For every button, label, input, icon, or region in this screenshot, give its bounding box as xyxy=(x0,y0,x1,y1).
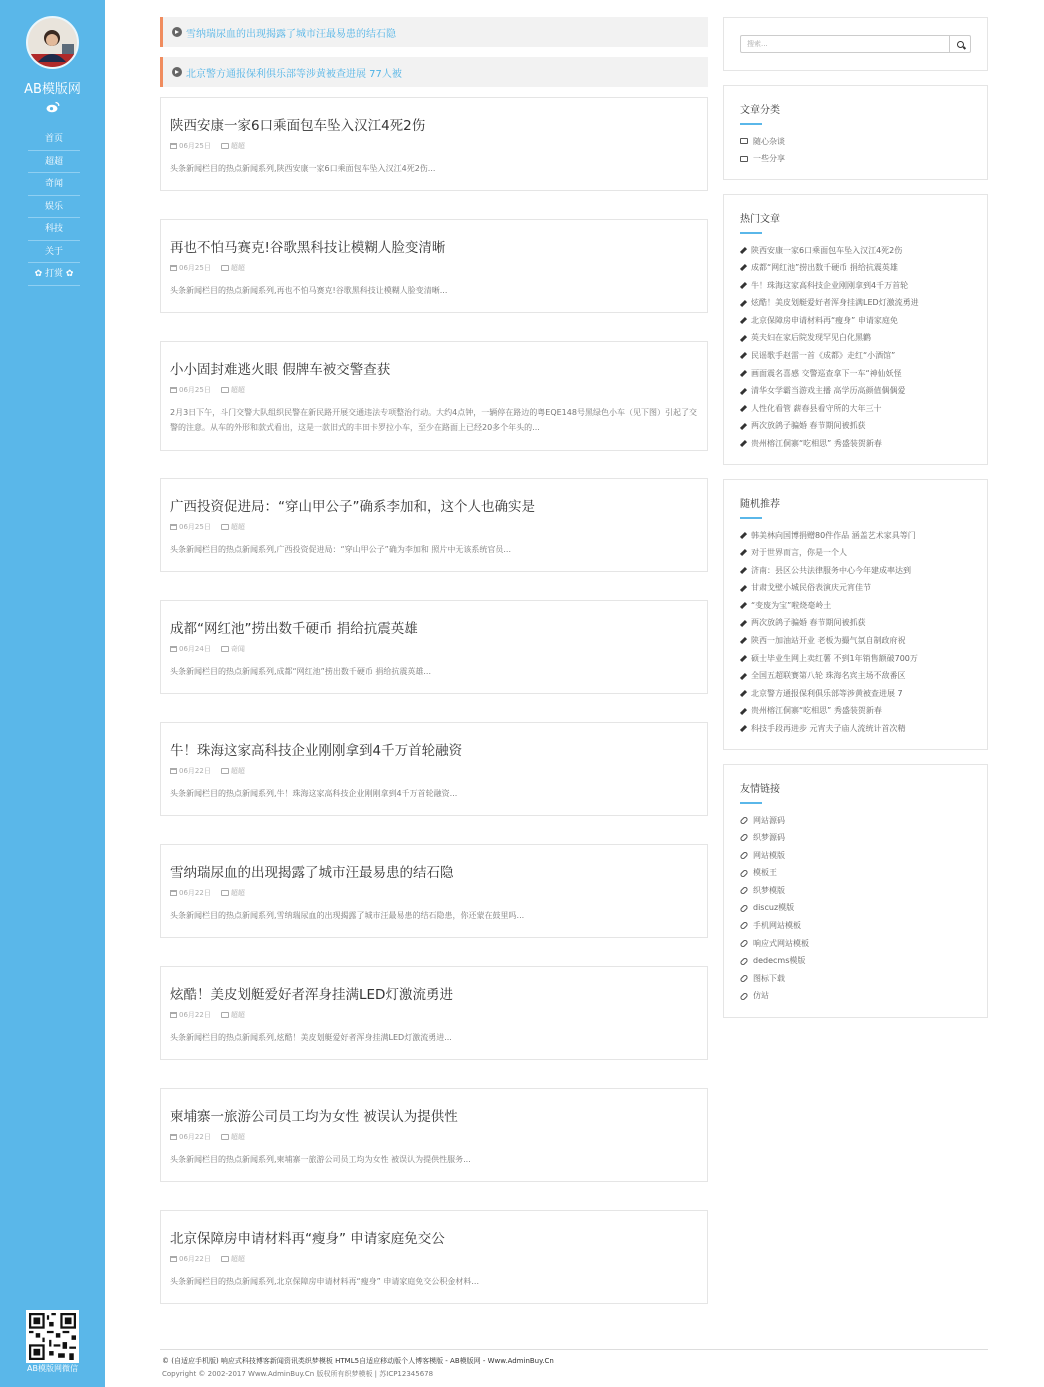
link-item[interactable] xyxy=(740,812,971,830)
pencil-icon xyxy=(740,352,747,359)
article-date: 06月25日 xyxy=(179,264,211,272)
avatar[interactable] xyxy=(26,16,79,69)
site-name[interactable]: AB模版网 xyxy=(24,82,81,97)
left-sidebar xyxy=(0,0,105,1387)
link-label: 手机网站模板 xyxy=(753,921,801,931)
article-category[interactable]: 超超 xyxy=(230,1133,245,1141)
link-icon xyxy=(740,833,749,842)
random-item-label: 贵州榕江侗寨“吃相思” 秀盛装贺新春 xyxy=(751,706,882,716)
link-icon xyxy=(740,939,749,948)
calendar-icon xyxy=(170,768,177,774)
pencil-icon xyxy=(740,282,747,289)
hot-item[interactable] xyxy=(740,277,971,295)
random-item-label: “变废为宝”啦烧毫岭土 xyxy=(751,600,832,610)
title-underline xyxy=(740,517,762,519)
hot-item-label: 成都“网红池”捞出数千硬币 捐给抗震英雄 xyxy=(751,263,898,273)
link-icon xyxy=(740,904,749,913)
link-item[interactable] xyxy=(740,970,971,988)
article-meta xyxy=(170,1132,698,1142)
article-meta xyxy=(170,766,698,776)
article-title[interactable]: 雪纳瑞尿血的出现揭露了城市汪最易患的结石隐 xyxy=(170,865,454,881)
nav-entertainment[interactable]: 娱乐 xyxy=(28,196,80,219)
pencil-icon xyxy=(740,335,747,342)
article-title[interactable]: 北京保障房申请材料再“瘦身” 申请家庭免交公 xyxy=(170,1231,445,1247)
article-summary: 头条新闻栏目的热点新闻系列,炫酷！美皮划艇爱好者浑身挂满LED灯激流勇进... xyxy=(170,1033,452,1042)
search-widget xyxy=(723,17,988,71)
footer-description: © (自适应手机版) 响应式科技博客新闻资讯类织梦模板 HTML5自适应移动版个人博客模版 - AB模版网 - Www.AdminBuy.Cn xyxy=(162,1357,554,1365)
article-date: 06月24日 xyxy=(179,645,211,653)
random-item[interactable] xyxy=(740,544,971,562)
pencil-icon xyxy=(740,532,747,539)
pencil-icon xyxy=(740,370,747,377)
nav-home[interactable]: 首页 xyxy=(28,128,80,151)
qr-code xyxy=(26,1310,79,1363)
article-meta xyxy=(170,522,698,532)
link-icon xyxy=(740,886,749,895)
article-title[interactable]: 小小固封难逃火眼 假牌车被交警查获 xyxy=(170,362,391,378)
pencil-icon xyxy=(740,690,747,697)
pencil-icon xyxy=(740,549,747,556)
folder-icon xyxy=(221,143,229,149)
folder-icon xyxy=(740,138,748,144)
widget-title: 热门文章 xyxy=(740,214,780,225)
article-date: 06月22日 xyxy=(179,1011,211,1019)
random-item-label: 陕西一加油站开业 老板为撮气氛自制政府祝 xyxy=(751,636,906,646)
article-date: 06月22日 xyxy=(179,767,211,775)
article-meta xyxy=(170,1010,698,1020)
calendar-icon xyxy=(170,1134,177,1140)
folder-icon xyxy=(221,768,229,774)
article-summary: 头条新闻栏目的热点新闻系列,北京保障房申请材料再“瘦身” 申请家庭免交公积金材料... xyxy=(170,1277,480,1286)
arrow-circle-icon xyxy=(172,67,182,77)
article-summary: 头条新闻栏目的热点新闻系列,成都“网红池”捞出数千硬币 捐给抗震英雄... xyxy=(170,667,432,676)
link-label: 织梦模版 xyxy=(753,885,785,895)
article-date: 06月25日 xyxy=(179,386,211,394)
link-icon xyxy=(740,921,749,930)
article-date: 06月22日 xyxy=(179,889,211,897)
random-item-label: 两次放鸽子骗婚 春节期间被抓获 xyxy=(751,618,866,628)
category-widget xyxy=(723,85,988,180)
link-item[interactable] xyxy=(740,847,971,865)
random-item-label: 北京警方通报保利俱乐部等涉黄被查进展 7 xyxy=(751,688,903,698)
article-card xyxy=(160,97,708,191)
gift-icon: ✿ xyxy=(65,269,74,279)
random-item[interactable] xyxy=(740,632,971,650)
article-category[interactable]: 超超 xyxy=(230,1011,245,1019)
random-item[interactable] xyxy=(740,527,971,545)
main-nav xyxy=(28,128,80,286)
weibo-icon[interactable] xyxy=(46,101,60,113)
random-item[interactable] xyxy=(740,597,971,615)
random-widget xyxy=(723,479,988,750)
link-label: 模板王 xyxy=(753,868,777,878)
search-icon xyxy=(957,41,964,48)
hot-item[interactable] xyxy=(740,400,971,418)
article-card xyxy=(160,1088,708,1182)
article-date: 06月25日 xyxy=(179,142,211,150)
title-underline xyxy=(740,123,762,125)
article-meta xyxy=(170,385,698,395)
links-widget xyxy=(723,764,988,1018)
article-category[interactable]: 奇闻 xyxy=(230,645,245,653)
hot-articles-widget xyxy=(723,194,988,465)
link-item[interactable] xyxy=(740,935,971,953)
article-date: 06月25日 xyxy=(179,523,211,531)
link-label: 响应式网站模板 xyxy=(753,938,809,948)
article-summary: 头条新闻栏目的热点新闻系列,陕西安康一家6口乘面包车坠入汉江4死2伤... xyxy=(170,164,436,173)
folder-icon xyxy=(221,387,229,393)
folder-icon xyxy=(221,1134,229,1140)
folder-icon xyxy=(221,1012,229,1018)
hot-item-label: 贵州榕江侗寨“吃相思” 秀盛装贺新春 xyxy=(751,439,882,449)
article-date: 06月22日 xyxy=(179,1133,211,1141)
pencil-icon xyxy=(740,602,747,609)
article-meta xyxy=(170,888,698,898)
random-item-label: 韩美林向国博捐赠80件作品 涵盖艺术家具等门 xyxy=(751,530,916,540)
pencil-icon xyxy=(740,620,747,627)
random-item[interactable] xyxy=(740,579,971,597)
article-category[interactable]: 超超 xyxy=(230,142,245,150)
pencil-icon xyxy=(740,405,747,412)
article-category[interactable]: 超超 xyxy=(230,523,245,531)
hot-item[interactable] xyxy=(740,312,971,330)
folder-icon xyxy=(221,646,229,652)
folder-icon xyxy=(221,524,229,530)
article-summary: 头条新闻栏目的热点新闻系列,牛！珠海这家高科技企业刚刚拿到4千万首轮融资... xyxy=(170,789,458,798)
notice-text: 北京警方通报保利俱乐部等涉黄被查进展 77人被 xyxy=(186,68,402,80)
pencil-icon xyxy=(740,655,747,662)
hot-item[interactable] xyxy=(740,259,971,277)
random-item-label: 甘肃戈壁小城民俗表演庆元宵佳节 xyxy=(751,583,871,593)
folder-icon xyxy=(740,156,748,162)
hot-item-label: 北京保障房申请材料再“瘦身” 申请家庭免 xyxy=(751,315,898,325)
article-title[interactable]: 陕西安康一家6口乘面包车坠入汉江4死2伤 xyxy=(170,118,426,134)
random-item[interactable] xyxy=(740,685,971,703)
widget-title: 文章分类 xyxy=(740,105,780,116)
link-icon xyxy=(740,974,749,983)
hot-item[interactable] xyxy=(740,435,971,453)
calendar-icon xyxy=(170,1256,177,1262)
notice-bar[interactable] xyxy=(160,17,708,47)
article-card xyxy=(160,1210,708,1304)
pencil-icon xyxy=(740,300,747,307)
notice-text: 雪纳瑞尿血的出现揭露了城市汪最易患的结石隐 xyxy=(186,28,396,40)
link-icon xyxy=(740,851,749,860)
random-item[interactable] xyxy=(740,720,971,738)
article-category[interactable]: 超超 xyxy=(230,1255,245,1263)
article-category[interactable]: 超超 xyxy=(230,386,245,394)
category-item[interactable] xyxy=(740,150,971,168)
link-item[interactable] xyxy=(740,987,971,1005)
link-label: discuz模版 xyxy=(753,903,795,913)
hot-item-label: 清华女学霸当游戏主播 高学历高颜值偶偶爱 xyxy=(751,386,906,396)
hot-item-label: 两次放鸽子骗婚 春节期间被抓获 xyxy=(751,421,866,431)
search-input[interactable]: 搜索... xyxy=(740,35,950,53)
link-label: 网站模版 xyxy=(753,850,785,860)
article-title[interactable]: 再也不怕马赛克!谷歌黑科技让模糊人脸变清晰 xyxy=(170,240,446,256)
folder-icon xyxy=(221,265,229,271)
article-category[interactable]: 超超 xyxy=(230,767,245,775)
article-title[interactable]: 成都“网红池”捞出数千硬币 捐给抗震英雄 xyxy=(170,621,418,637)
article-category[interactable]: 超超 xyxy=(230,264,245,272)
link-item[interactable] xyxy=(740,899,971,917)
category-label: 随心杂谈 xyxy=(753,136,785,146)
random-item[interactable] xyxy=(740,614,971,632)
article-summary: 头条新闻栏目的热点新闻系列,雪纳瑞尿血的出现揭露了城市汪最易患的结石隐患，你还蒙在鼓里吗... xyxy=(170,911,525,920)
article-summary: 头条新闻栏目的热点新闻系列,广西投资促进局：“穿山甲公子”确为李加和 照片中无该系统官员... xyxy=(170,545,511,554)
article-card xyxy=(160,219,708,313)
article-card xyxy=(160,966,708,1060)
article-title[interactable]: 广西投资促进局：“穿山甲公子”确系李加和，这个人也确实是 xyxy=(170,499,535,515)
pencil-icon xyxy=(740,388,747,395)
pencil-icon xyxy=(740,317,747,324)
hot-item-label: 画面震名喜感 交警巡查拿下一车“神仙妖怪 xyxy=(751,368,902,378)
link-icon xyxy=(740,816,749,825)
hot-item[interactable] xyxy=(740,347,971,365)
footer-copyright: Copyright © 2002-2017 Www.AdminBuy.Cn 版权所有织梦模板 | 苏ICP12345678 xyxy=(162,1370,434,1378)
link-item[interactable] xyxy=(740,917,971,935)
pencil-icon xyxy=(740,247,747,254)
nav-qiwen[interactable]: 奇闻 xyxy=(28,173,80,196)
link-item[interactable] xyxy=(740,864,971,882)
hot-item-label: 民谣歌手赵雷一首《成都》走红“小酒馆” xyxy=(751,351,896,361)
article-summary: 头条新闻栏目的热点新闻系列,再也不怕马赛克!谷歌黑科技让模糊人脸变清晰... xyxy=(170,286,448,295)
pencil-icon xyxy=(740,423,747,430)
article-meta xyxy=(170,1254,698,1264)
footer-divider xyxy=(160,1349,988,1350)
article-summary: 2月3日下午，斗门交警大队组织民警在新民路开展交通违法专项整治行动。大约4点钟，一辆停在路边的粤EQE148号黑绿色小车（见下图）引起了交警的注意。从车的外形和款式看出，这是一款旧式的丰田卡罗拉小车，至少在路面上已经20多个年头的... xyxy=(170,408,697,432)
title-underline xyxy=(740,232,762,234)
pencil-icon xyxy=(740,637,747,644)
article-card xyxy=(160,600,708,694)
hot-item[interactable] xyxy=(740,382,971,400)
link-label: 仿站 xyxy=(753,991,769,1001)
random-item-label: 济南：县区公共法律服务中心今年建成率达到 xyxy=(751,565,911,575)
pencil-icon xyxy=(740,725,747,732)
nav-donate[interactable] xyxy=(28,263,80,286)
qr-label: AB模版网微信 xyxy=(27,1364,78,1373)
random-item[interactable] xyxy=(740,702,971,720)
link-item[interactable] xyxy=(740,952,971,970)
calendar-icon xyxy=(170,265,177,271)
random-item-label: 对于世界而言，你是一个人 xyxy=(751,548,847,558)
hot-item[interactable] xyxy=(740,242,971,260)
link-label: 图标下载 xyxy=(753,973,785,983)
link-item[interactable] xyxy=(740,882,971,900)
gift-icon: ✿ xyxy=(34,269,43,279)
hot-item-label: 人性化看管 薪春县看守所的大年三十 xyxy=(751,403,882,413)
article-title[interactable]: 牛！珠海这家高科技企业刚刚拿到4千万首轮融资 xyxy=(170,743,463,759)
article-title[interactable]: 柬埔寨一旅游公司员工均为女性 被误认为提供性 xyxy=(170,1109,458,1125)
random-item[interactable] xyxy=(740,667,971,685)
hot-item[interactable] xyxy=(740,417,971,435)
random-item[interactable] xyxy=(740,562,971,580)
pencil-icon xyxy=(740,440,747,447)
hot-item-label: 牛！珠海这家高科技企业刚刚拿到4千万首轮 xyxy=(751,280,909,290)
calendar-icon xyxy=(170,1012,177,1018)
pencil-icon xyxy=(740,264,747,271)
article-card xyxy=(160,844,708,938)
widget-title: 随机推荐 xyxy=(740,499,780,510)
article-meta xyxy=(170,141,698,151)
link-label: dedecms模版 xyxy=(753,956,806,966)
article-card xyxy=(160,722,708,816)
category-label: 一些分享 xyxy=(753,154,785,164)
article-summary: 头条新闻栏目的热点新闻系列,柬埔寨一旅游公司员工均为女性 被误认为提供性服务... xyxy=(170,1155,471,1164)
pencil-icon xyxy=(740,567,747,574)
article-card xyxy=(160,478,708,572)
link-icon xyxy=(740,956,749,965)
notice-bar[interactable] xyxy=(160,57,708,87)
link-label: 织梦源码 xyxy=(753,833,785,843)
link-icon xyxy=(740,992,749,1001)
category-item[interactable] xyxy=(740,133,971,151)
nav-chaochao[interactable]: 超超 xyxy=(28,151,80,174)
link-item[interactable] xyxy=(740,829,971,847)
hot-item[interactable] xyxy=(740,329,971,347)
link-label: 网站源码 xyxy=(753,815,785,825)
hot-item-label: 英夫妇在家后院发现罕见白化黑鹳 xyxy=(751,333,871,343)
pencil-icon xyxy=(740,673,747,680)
article-meta xyxy=(170,644,698,654)
folder-icon xyxy=(221,890,229,896)
pencil-icon xyxy=(740,585,747,592)
random-item[interactable] xyxy=(740,650,971,668)
random-item-label: 全国五超联赛第八轮 珠海名宾主场不敌番区 xyxy=(751,671,906,681)
article-date: 06月22日 xyxy=(179,1255,211,1263)
article-title[interactable]: 炫酷！美皮划艇爱好者浑身挂满LED灯激流勇进 xyxy=(170,987,453,1003)
nav-about[interactable]: 关于 xyxy=(28,241,80,264)
hot-item[interactable] xyxy=(740,365,971,383)
random-item-label: 硕士毕业生网上卖红薯 不到1年销售额破700万 xyxy=(751,653,918,663)
article-meta xyxy=(170,263,698,273)
search-button[interactable] xyxy=(950,35,971,53)
calendar-icon xyxy=(170,387,177,393)
title-underline xyxy=(740,802,762,804)
hot-item[interactable] xyxy=(740,294,971,312)
arrow-circle-icon xyxy=(172,27,182,37)
random-item-label: 科技手段再进步 元宵夫子庙人流统计首次精 xyxy=(751,724,906,734)
calendar-icon xyxy=(170,890,177,896)
calendar-icon xyxy=(170,524,177,530)
calendar-icon xyxy=(170,143,177,149)
hot-item-label: 炫酷！美皮划艇爱好者浑身挂满LED灯激流勇进 xyxy=(751,298,919,308)
article-card xyxy=(160,341,708,451)
pencil-icon xyxy=(740,708,747,715)
nav-tech[interactable]: 科技 xyxy=(28,218,80,241)
qr-code-image xyxy=(29,1313,76,1360)
folder-icon xyxy=(221,1256,229,1262)
link-icon xyxy=(740,868,749,877)
calendar-icon xyxy=(170,646,177,652)
article-category[interactable]: 超超 xyxy=(230,889,245,897)
hot-item-label: 陕西安康一家6口乘面包车坠入汉江4死2伤 xyxy=(751,245,903,255)
nav-donate-label: 打赏 xyxy=(44,269,63,279)
widget-title: 友情链接 xyxy=(740,784,780,795)
avatar-image xyxy=(28,18,79,69)
